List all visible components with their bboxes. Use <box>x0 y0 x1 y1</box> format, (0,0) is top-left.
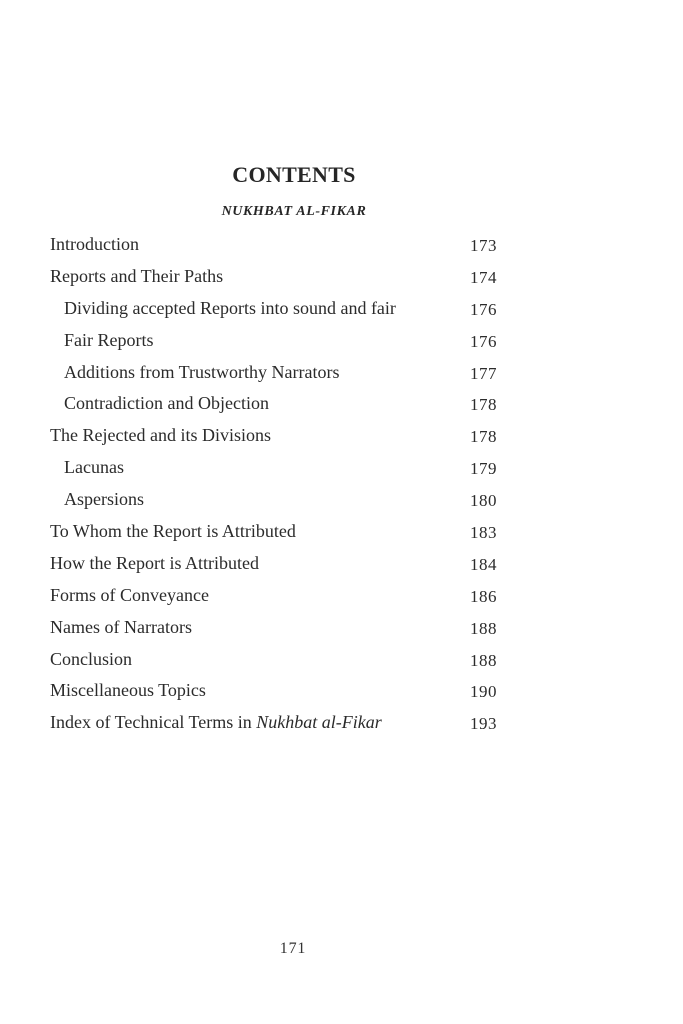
toc-entry-label: Conclusion <box>50 648 133 669</box>
toc-entry-page: 176 <box>470 299 497 319</box>
toc-entry-additions-from-trustworthy-narrators[interactable] <box>50 359 500 391</box>
toc-entry-to-whom-attributed[interactable] <box>50 518 500 550</box>
toc-entry-page: 178 <box>470 395 497 415</box>
toc-entry-conclusion[interactable] <box>50 646 500 678</box>
table-of-contents <box>50 231 500 741</box>
page-title: CONTENTS <box>232 162 356 187</box>
toc-entry-label: Contradiction and Objection <box>64 393 269 414</box>
toc-entry-how-attributed[interactable] <box>50 550 500 582</box>
toc-entry-page: 173 <box>470 236 497 255</box>
toc-entry-contradiction-and-objection[interactable] <box>50 390 500 422</box>
toc-entry-page: 176 <box>470 331 497 351</box>
toc-entry-page: 177 <box>470 363 497 383</box>
toc-entry-page: 190 <box>470 682 497 702</box>
toc-entry-label: How the Report is Attributed <box>50 552 259 573</box>
toc-entry-page: 174 <box>470 267 497 287</box>
toc-entry-page: 179 <box>470 459 497 479</box>
toc-entry-label: Dividing accepted Reports into sound and fair <box>64 297 396 318</box>
toc-entry-rejected-and-divisions[interactable] <box>50 422 500 454</box>
toc-entry-label: Fair Reports <box>64 329 154 350</box>
toc-entry-label-italic: Nukhbat al-Fikar <box>256 712 382 733</box>
toc-entry-page: 188 <box>470 618 497 638</box>
toc-entry-fair-reports[interactable] <box>50 327 500 359</box>
toc-entry-label: Lacunas <box>64 457 124 478</box>
toc-entry-names-of-narrators[interactable] <box>50 614 500 646</box>
toc-entry-page: 188 <box>470 650 497 670</box>
toc-entry-label: To Whom the Report is Attributed <box>50 521 296 542</box>
toc-entry-label: Introduction <box>50 234 139 254</box>
toc-entry-label: Forms of Conveyance <box>50 584 209 605</box>
toc-entry-aspersions[interactable] <box>50 486 500 518</box>
page-number: 171 <box>279 940 307 957</box>
toc-entry-page: 186 <box>470 586 497 606</box>
toc-entry-index-of-technical-terms[interactable] <box>50 709 500 741</box>
toc-entry-label <box>50 709 382 735</box>
toc-entry-dividing-accepted-reports[interactable] <box>50 295 500 327</box>
toc-entry-forms-of-conveyance[interactable] <box>50 582 500 614</box>
toc-entry-page: 184 <box>470 554 497 574</box>
toc-entry-label: Reports and Their Paths <box>50 265 224 286</box>
toc-entry-page: 183 <box>470 523 497 543</box>
toc-entry-reports-and-their-paths[interactable] <box>50 263 500 295</box>
toc-entry-label: Miscellaneous Topics <box>50 680 206 701</box>
toc-entry-lacunas[interactable] <box>50 454 500 486</box>
toc-entry-introduction[interactable] <box>50 231 500 263</box>
toc-entry-page: 193 <box>470 714 497 734</box>
toc-entry-label: Additions from Trustworthy Narrators <box>64 361 340 382</box>
toc-entry-label: The Rejected and its Divisions <box>50 425 271 446</box>
toc-entry-label-roman: Index of Technical Terms in <box>50 712 257 733</box>
section-subtitle: NUKHBAT AL-FIKAR <box>221 204 367 219</box>
toc-entry-miscellaneous-topics[interactable] <box>50 677 500 709</box>
toc-entry-label: Names of Narrators <box>50 616 192 637</box>
toc-entry-page: 180 <box>470 491 497 511</box>
toc-entry-label: Aspersions <box>64 489 144 510</box>
toc-entry-page: 178 <box>470 427 497 447</box>
